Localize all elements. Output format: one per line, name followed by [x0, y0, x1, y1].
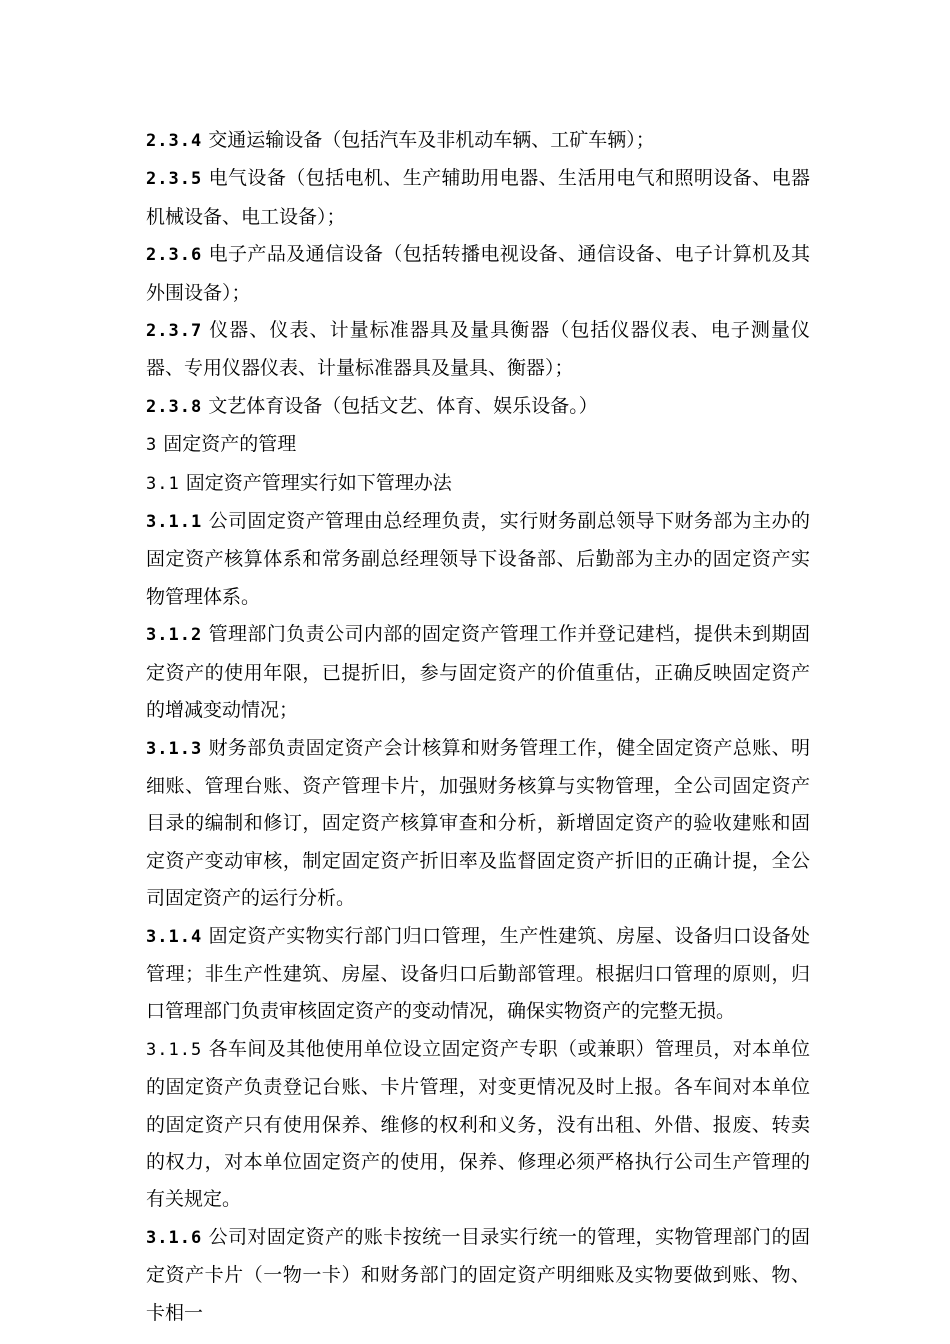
paragraph-3-1-3: [146, 730, 810, 918]
paragraph-3-1-5: [146, 1031, 810, 1219]
paragraph-2-3-4: [146, 122, 810, 160]
paragraph-2-3-5: [146, 160, 810, 236]
subsection-number: 3.1: [146, 473, 180, 494]
clause-text: 管理部门负责公司内部的固定资产管理工作并登记建档，提供未到期固定资产的使用年限，已提折旧，参与固定资产的价值重估，正确反映固定资产的增减变动情况；: [146, 623, 810, 722]
clause-number: 2.3.4: [146, 131, 203, 151]
paragraph-2-3-6: [146, 236, 810, 312]
section-number: 3: [146, 435, 158, 456]
clause-text: 公司对固定资产的账卡按统一目录实行统一的管理，实物管理部门的固定资产卡片（一物一卡）和财务部门的固定资产明细账及实物要做到账、物、卡相一: [146, 1225, 810, 1324]
clause-number: 3.1.1: [146, 512, 203, 533]
clause-number: 3.1.2: [146, 625, 203, 646]
document-body: [146, 122, 810, 1332]
clause-text: 财务部负责固定资产会计核算和财务管理工作，健全固定资产总账、明细账、管理台账、资产管理卡片，加强财务核算与实物管理，全公司固定资产目录的编制和修订，固定资产核算审查和分析，新增固定资产的验收建账和固定资产变动审核，制定固定资产折旧率及监督固定资产折旧的正确计提，全公司固定资产的运行分析。: [146, 736, 810, 910]
clause-text: 交通运输设备（包括汽车及非机动车辆、工矿车辆）；: [208, 129, 655, 151]
subsection-heading-3-1: [146, 465, 810, 503]
section-title: 固定资产的管理: [163, 433, 297, 456]
clause-number: 2.3.8: [146, 396, 203, 417]
clause-number: 2.3.7: [146, 321, 203, 342]
paragraph-3-1-1: [146, 503, 810, 616]
paragraph-2-3-7: [146, 312, 810, 388]
paragraph-2-3-8: [146, 388, 810, 426]
section-heading-3: [146, 426, 810, 464]
clause-text: 电子产品及通信设备（包括转播电视设备、通信设备、电子计算机及其外围设备）；: [146, 243, 810, 304]
clause-text: 固定资产实物实行部门归口管理，生产性建筑、房屋、设备归口设备处管理；非生产性建筑、房屋、设备归口后勤部管理。根据归口管理的原则，归口管理部门负责审核固定资产的变动情况，确保实物资产的完整无损。: [146, 924, 810, 1023]
clause-text: 电气设备（包括电机、生产辅助用电器、生活用电气和照明设备、电器机械设备、电工设备）；: [146, 167, 810, 228]
clause-number: 2.3.5: [146, 169, 203, 190]
subsection-title: 固定资产管理实行如下管理办法: [185, 471, 452, 494]
clause-text: 仪器、仪表、计量标准器具及量具衡器（包括仪器仪表、电子测量仪器、专用仪器仪表、计量标准器具及量具、衡器）；: [146, 319, 810, 380]
paragraph-3-1-6: [146, 1219, 810, 1332]
clause-text: 文艺体育设备（包括文艺、体育、娱乐设备。）: [208, 394, 598, 417]
paragraph-3-1-2: [146, 616, 810, 729]
paragraph-3-1-4: [146, 918, 810, 1031]
clause-number: 3.1.4: [146, 926, 203, 947]
clause-number: 3.1.5: [146, 1039, 203, 1060]
clause-text: 公司固定资产管理由总经理负责，实行财务副总领导下财务部为主办的固定资产核算体系和常务副总经理领导下设备部、后勤部为主办的固定资产实物管理体系。: [146, 510, 810, 608]
clause-text: 各车间及其他使用单位设立固定资产专职（或兼职）管理员，对本单位的固定资产负责登记台账、卡片管理，对变更情况及时上报。各车间对本单位的固定资产只有使用保养、维修的权利和义务，没有出租、外借、报废、转卖的权力，对本单位固定资产的使用，保养、修理必须严格执行公司生产管理的有关规定。: [146, 1037, 810, 1211]
clause-number: 2.3.6: [146, 245, 203, 266]
clause-number: 3.1.6: [146, 1227, 203, 1248]
clause-number: 3.1.3: [146, 738, 203, 759]
